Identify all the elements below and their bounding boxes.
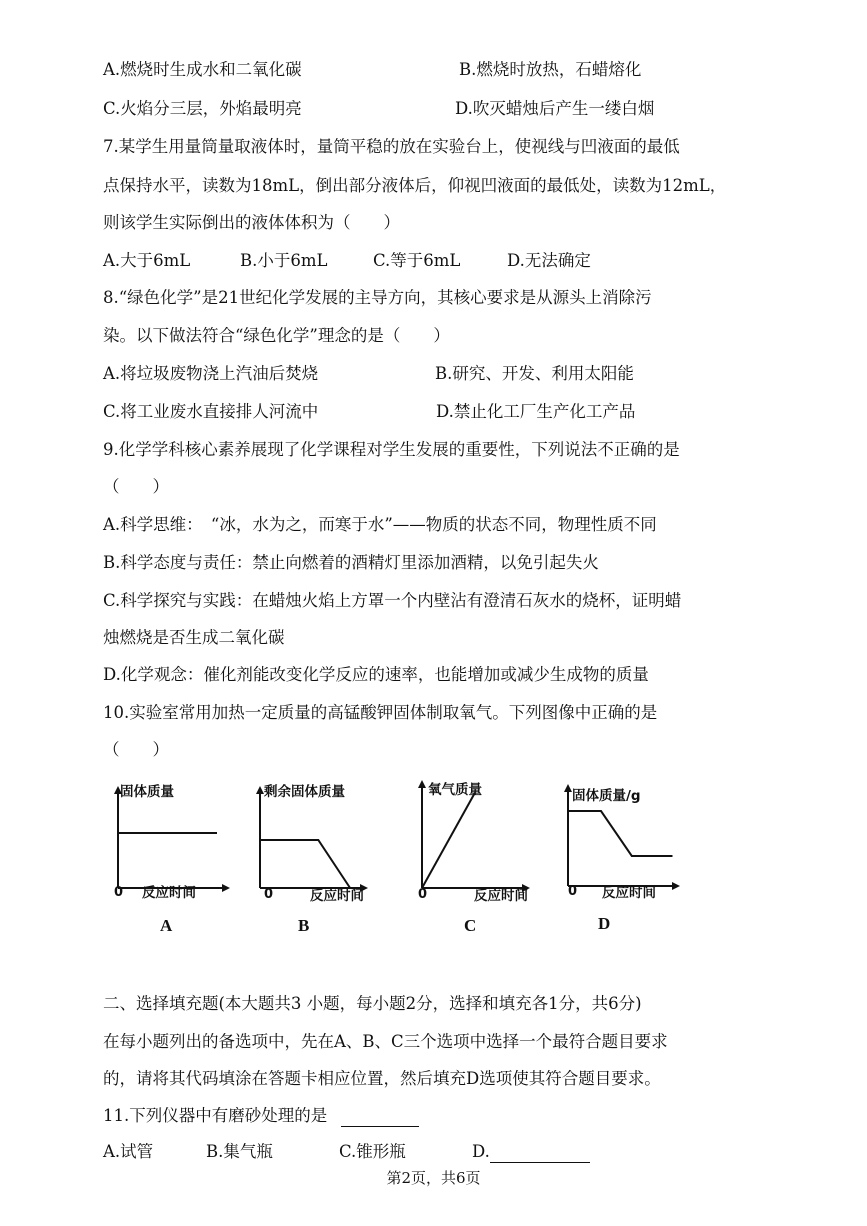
chart-a-xlabel: 反应时间 xyxy=(142,885,196,901)
q8-option-a: A.将垃圾废物浇上汽油后焚烧 xyxy=(103,364,319,383)
page-footer: 第2页，共6页 xyxy=(386,1169,481,1187)
chart-a xyxy=(100,770,240,940)
chart-c-origin: 0 xyxy=(418,887,428,902)
chart-b-xlabel: 反应时间 xyxy=(310,888,364,904)
chart-d-letter: D xyxy=(598,914,611,933)
q7-stem-line1: 7.某学生用量筒量取液体时，量筒平稳的放在实验台上，使视线与凹液面的最低 xyxy=(103,137,680,156)
chart-d-series-line xyxy=(568,811,673,856)
chart-c-ylabel: 氧气质量 xyxy=(428,782,482,798)
q9-option-d: D.化学观念：催化剂能改变化学反应的速率，也能增加或减少生成物的质量 xyxy=(103,665,649,684)
chart-d-ylabel: 固体质量/g xyxy=(572,788,641,804)
q6-option-b: B.燃烧时放热，石蜡熔化 xyxy=(459,60,642,79)
chart-b-series-line xyxy=(260,840,350,888)
chart-a-ylabel: 固体质量 xyxy=(120,784,174,800)
chart-a-origin: 0 xyxy=(114,885,124,900)
q7-option-a: A.大于6mL xyxy=(103,251,191,270)
chart-c-xlabel: 反应时间 xyxy=(474,888,528,904)
q11-answer-blank[interactable] xyxy=(341,1108,419,1127)
q11-option-d xyxy=(472,1141,590,1163)
q7-option-c: C.等于6mL xyxy=(373,251,461,270)
x-axis-arrow xyxy=(672,882,680,890)
chart-b xyxy=(248,770,388,940)
chart-d-origin: 0 xyxy=(568,884,578,899)
q9-option-a: A.科学思维： “冰，水为之，而寒于水”——物质的状态不同，物理性质不同 xyxy=(103,515,657,534)
q6-option-a: A.燃烧时生成水和二氧化碳 xyxy=(103,60,302,79)
q11-option-c: C.锥形瓶 xyxy=(339,1142,406,1161)
q7-stem-line3: 则该学生实际倒出的液体体积为（ ） xyxy=(103,213,400,232)
chart-b-letter: B xyxy=(298,916,310,935)
q8-option-c: C.将工业废水直接排人河流中 xyxy=(103,402,319,421)
chart-d-xlabel: 反应时间 xyxy=(602,885,656,901)
y-axis-arrow xyxy=(418,780,426,788)
x-axis-arrow xyxy=(222,884,230,892)
chart-b-ylabel: 剩余固体质量 xyxy=(264,784,345,800)
q8-option-b: B.研究、开发、利用太阳能 xyxy=(435,364,634,383)
q7-option-d: D.无法确定 xyxy=(507,251,591,270)
q7-option-b: B.小于6mL xyxy=(240,251,328,270)
q9-option-b: B.科学态度与责任：禁止向燃着的酒精灯里添加酒精，以免引起失火 xyxy=(103,553,599,572)
chart-a-letter: A xyxy=(160,916,173,935)
y-axis-arrow xyxy=(564,784,572,792)
q9-stem-line1: 9.化学学科核心素养展现了化学课程对学生发展的重要性，下列说法不正确的是 xyxy=(103,440,680,459)
section2-heading: 二、选择填充题(本大题共3 小题，每小题2分，选择和填充各1分，共6分) xyxy=(103,994,642,1013)
section2-instructions-line1: 在每小题列出的备选项中，先在A、B、C三个选项中选择一个最符合题目要求 xyxy=(103,1032,668,1051)
chart-c-series-line xyxy=(422,793,475,888)
chart-c xyxy=(410,770,550,940)
q10-stem-line2: （ ） xyxy=(103,740,169,759)
q11-stem-text: 11.下列仪器中有磨砂处理的是 xyxy=(103,1106,328,1125)
q7-stem-line2: 点保持水平，读数为18mL，倒出部分液体后，仰视凹液面的最低处，读数为12mL， xyxy=(103,176,727,195)
q9-option-c-line1: C.科学探究与实践：在蜡烛火焰上方罩一个内壁沾有澄清石灰水的烧杯，证明蜡 xyxy=(103,591,682,610)
q10-chart-group xyxy=(100,770,700,950)
q11-stem xyxy=(103,1105,419,1127)
q11-option-b: B.集气瓶 xyxy=(206,1142,273,1161)
q9-option-c-line2: 烛燃烧是否生成二氧化碳 xyxy=(103,628,285,647)
section2-instructions-line2: 的，请将其代码填涂在答题卡相应位置，然后填充D选项使其符合题目要求。 xyxy=(103,1069,661,1088)
q9-stem-line2: （ ） xyxy=(103,477,169,496)
q10-stem-line1: 10.实验室常用加热一定质量的高锰酸钾固体制取氧气。下列图像中正确的是 xyxy=(103,703,658,722)
chart-d xyxy=(558,770,698,940)
chart-c-letter: C xyxy=(464,916,477,935)
q11-option-d-label: D. xyxy=(472,1142,490,1161)
q6-option-d: D.吹灭蜡烛后产生一缕白烟 xyxy=(455,99,655,118)
q8-stem-line1: 8.“绿色化学”是21世纪化学发展的主导方向，其核心要求是从源头上消除污 xyxy=(103,288,652,307)
q6-option-c: C.火焰分三层，外焰最明亮 xyxy=(103,99,302,118)
q11-option-d-blank[interactable] xyxy=(490,1144,590,1163)
chart-b-origin: 0 xyxy=(264,887,274,902)
y-axis-arrow xyxy=(256,786,264,794)
q8-stem-line2: 染。以下做法符合“绿色化学”理念的是（ ） xyxy=(103,326,450,345)
q8-option-d: D.禁止化工厂生产化工产品 xyxy=(436,402,636,421)
q11-option-a: A.试管 xyxy=(103,1142,154,1161)
